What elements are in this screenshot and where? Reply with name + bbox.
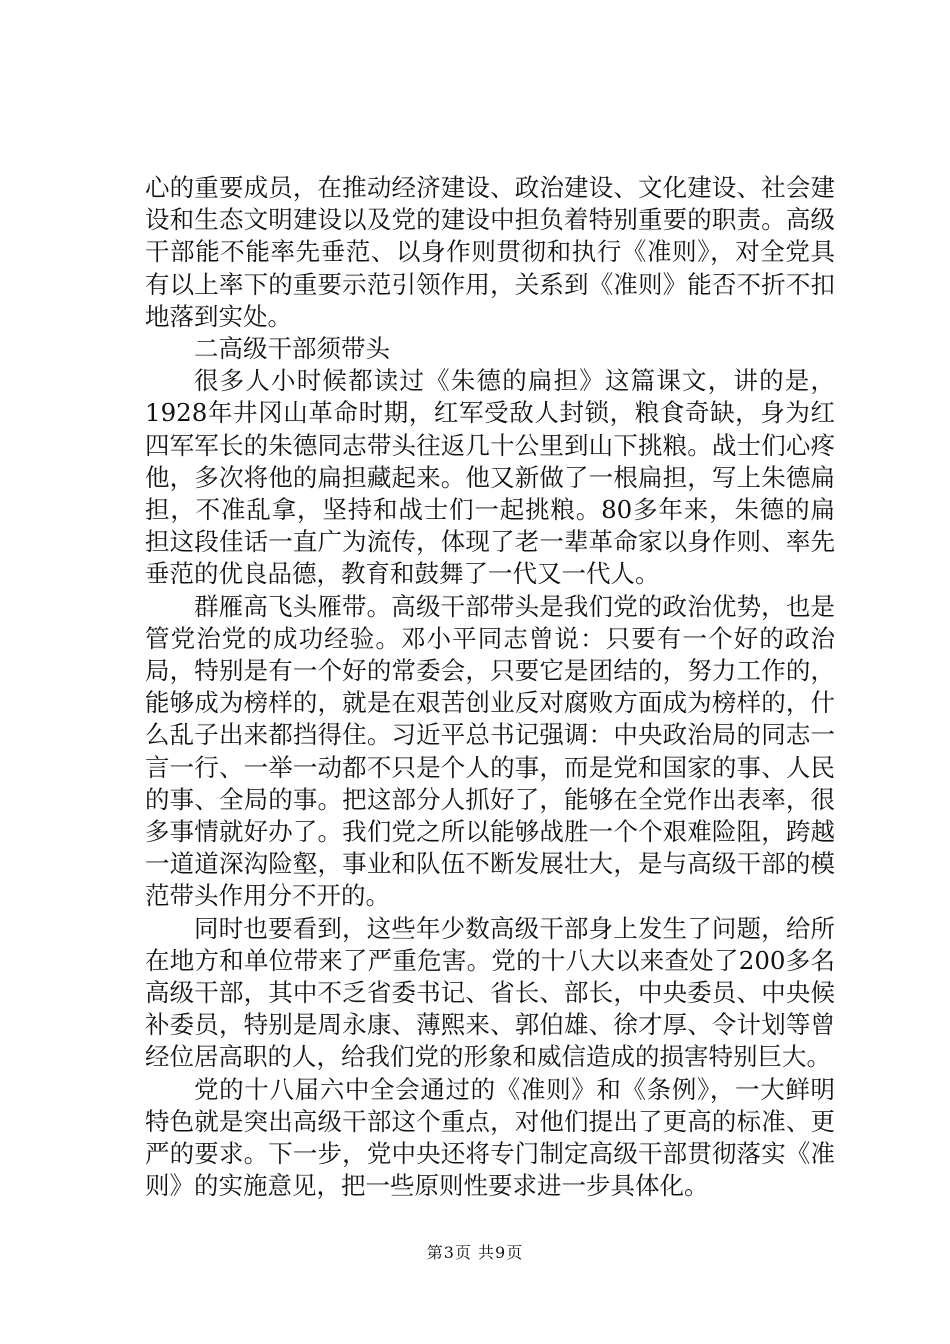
page-number: 第3页 共9页 (426, 1243, 524, 1262)
paragraph-2: 很多人小时候都读过《朱德的扁担》这篇课文，讲的是，1928年井冈山革命时期，红军受敌人封锁，粮食奇缺，身为红四军军长的朱德同志带头往返几十公里到山下挑粮。战士们心疼他，多次将他的扁担藏起来。他又新做了一根扁担，写上朱德扁担，不准乱拿，坚持和战士们一起挑粮。80多年来，朱德的扁担这段佳话一直广为流传，体现了老一辈革命家以身作则、率先垂范的优良品德，教育和鼓舞了一代又一代人。 (145, 366, 835, 589)
page-footer (0, 1240, 950, 1263)
paragraph-1: 心的重要成员，在推动经济建设、政治建设、文化建设、社会建设和生态文明建设以及党的建设中担负着特别重要的职责。高级干部能不能率先垂范、以身作则贯彻和执行《准则》，对全党具有以上率下的重要示范引领作用，关系到《准则》能否不折不扣地落到实处。 (145, 173, 835, 331)
body-text (145, 172, 835, 1203)
paragraph-5: 党的十八届六中全会通过的《准则》和《条例》，一大鲜明特色就是突出高级干部这个重点，对他们提出了更高的标准、更严的要求。下一步，党中央还将专门制定高级干部贯彻落实《准则》的实施意见，把一些原则性要求进一步具体化。 (145, 1074, 835, 1201)
section-heading: 二高级干部须带头 (194, 334, 390, 364)
paragraph-4: 同时也要看到，这些年少数高级干部身上发生了问题，给所在地方和单位带来了严重危害。党的十八大以来查处了200多名高级干部，其中不乏省委书记、省长、部长，中央委员、中央候补委员，特别是周永康、薄熙来、郭伯雄、徐才厚、令计划等曾经位居高职的人，给我们党的形象和威信造成的损害特别巨大。 (145, 913, 835, 1072)
paragraph-3: 群雁高飞头雁带。高级干部带头是我们党的政治优势，也是管党治党的成功经验。邓小平同志曾说：只要有一个好的政治局，特别是有一个好的常委会，只要它是团结的，努力工作的，能够成为榜样的，就是在艰苦创业反对腐败方面成为榜样的，什么乱子出来都挡得住。习近平总书记强调：中央政治局的同志一言一行、一举一动都不只是个人的事，而是党和国家的事、人民的事、全局的事。把这部分人抓好了，能够在全党作出表率，很多事情就好办了。我们党之所以能够战胜一个个艰难险阻，跨越一道道深沟险壑，事业和队伍不断发展壮大，是与高级干部的模范带头作用分不开的。 (145, 591, 835, 911)
